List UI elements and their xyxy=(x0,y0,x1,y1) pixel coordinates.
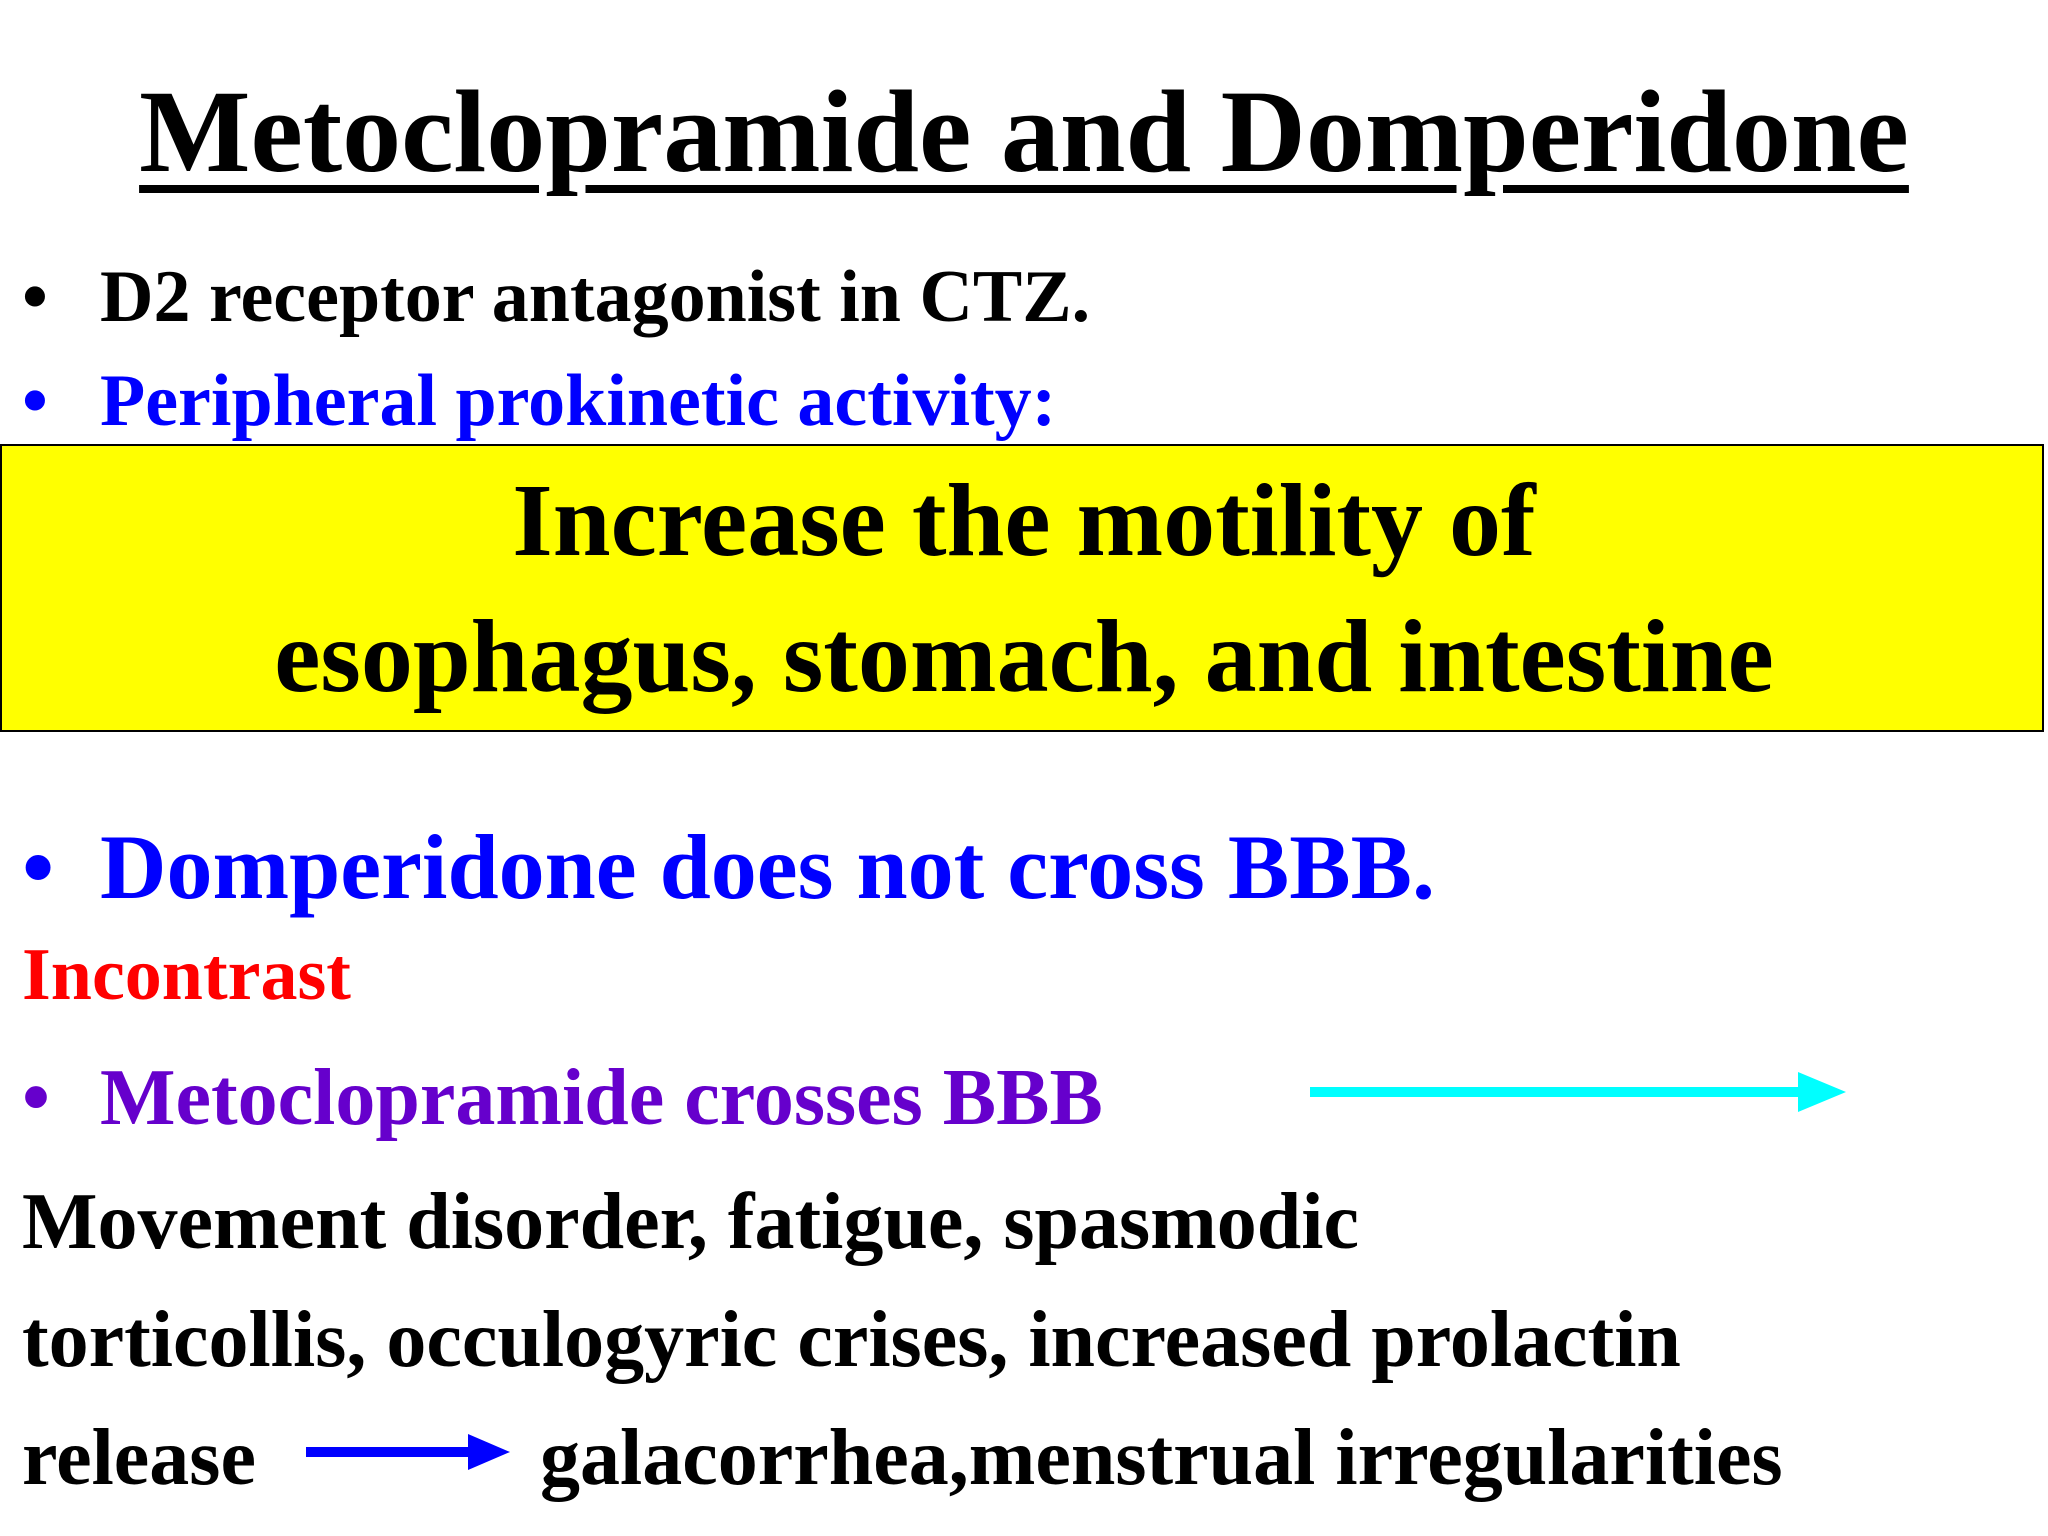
effects-line-3-end: galacorrhea,menstrual irregularities xyxy=(540,1414,1783,1502)
bullet-marker: • xyxy=(22,360,48,442)
bullet-prokinetic xyxy=(22,356,1056,446)
bullet-d2-antagonist xyxy=(22,252,1090,342)
right-arrow-icon xyxy=(306,1430,510,1474)
bullet-text: D2 receptor antagonist in CTZ. xyxy=(100,256,1091,338)
highlight-line-2: esophagus, stomach, and intestine xyxy=(274,599,1774,714)
bullet-marker: • xyxy=(22,1054,51,1142)
bullet-domperidone xyxy=(22,812,1435,922)
bullet-text: Metoclopramide crosses BBB xyxy=(100,1054,1103,1142)
highlight-line-1: Increase the motility of xyxy=(512,463,1536,578)
highlight-box xyxy=(0,444,2044,732)
bullet-marker: • xyxy=(22,816,55,918)
effects-line-3-start: release xyxy=(22,1414,256,1502)
effects-line-1: Movement disorder, fatigue, spasmodic xyxy=(22,1178,1359,1266)
bullet-text: Domperidone does not cross BBB. xyxy=(100,816,1435,918)
slide-title: Metoclopramide and Domperidone xyxy=(139,66,1909,197)
effects-line-2: torticollis, occulogyric crises, increased prolactin xyxy=(22,1296,1681,1384)
right-arrow-icon xyxy=(1310,1070,1846,1114)
contrast-label: Incontrast xyxy=(22,934,351,1016)
bullet-marker: • xyxy=(22,256,48,338)
bullet-metoclopramide xyxy=(22,1048,1103,1148)
bullet-text: Peripheral prokinetic activity: xyxy=(100,360,1057,442)
